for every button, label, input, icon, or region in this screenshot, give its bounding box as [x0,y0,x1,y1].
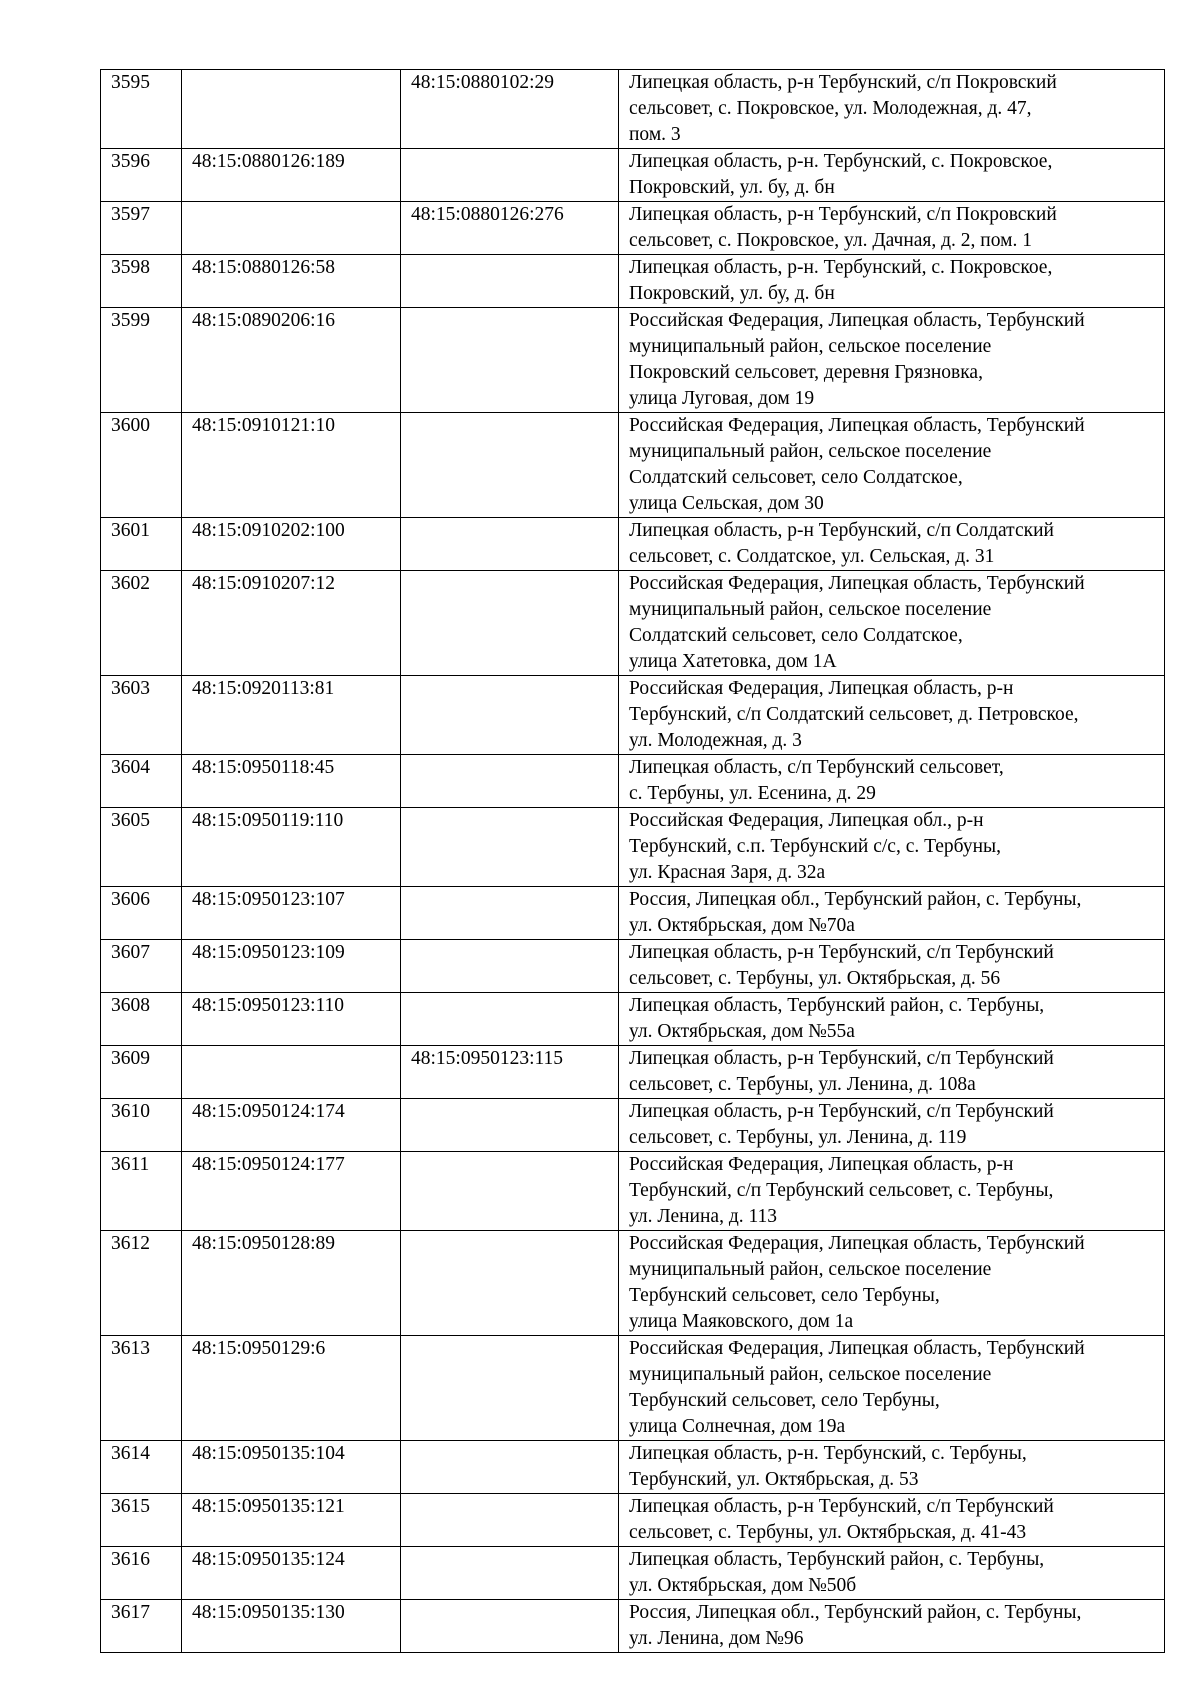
address-cell: Российская Федерация, Липецкая область, Тербунский муниципальный район, сельское поселение Тербунский сельсовет, село Тербуны, улица Маяковского, дом 1а [619,1231,1165,1336]
row-number-cell: 3595 [101,70,182,149]
address-cell: Липецкая область, р-н Тербунский, с/п Покровский сельсовет, с. Покровское, ул. Молодежная, д. 47, пом. 3 [619,70,1165,149]
building-cadastral-number-cell [401,1231,619,1336]
address-cell: Липецкая область, Тербунский район, с. Тербуны, ул. Октябрьская, дом №55а [619,993,1165,1046]
row-number-cell: 3604 [101,755,182,808]
building-cadastral-number-cell [401,1336,619,1441]
cadastral-number-cell: 48:15:0880126:189 [182,149,401,202]
building-cadastral-number-cell [401,1494,619,1547]
building-cadastral-number-cell [401,308,619,413]
cadastral-number-cell: 48:15:0950119:110 [182,808,401,887]
building-cadastral-number-cell [401,518,619,571]
table-row [101,676,1165,755]
row-number-cell: 3602 [101,571,182,676]
table-row [101,1099,1165,1152]
address-cell: Липецкая область, р-н. Тербунский, с. Покровское, Покровский, ул. бу, д. бн [619,149,1165,202]
address-cell: Липецкая область, р-н. Тербунский, с. Тербуны, Тербунский, ул. Октябрьская, д. 53 [619,1441,1165,1494]
table-row [101,808,1165,887]
address-cell: Российская Федерация, Липецкая область, р-н Тербунский, с/п Солдатский сельсовет, д. Петровское, ул. Молодежная, д. 3 [619,676,1165,755]
cadastral-number-cell: 48:15:0920113:81 [182,676,401,755]
table-row [101,202,1165,255]
address-cell: Липецкая область, р-н Тербунский, с/п Тербунский сельсовет, с. Тербуны, ул. Октябрьская, д. 56 [619,940,1165,993]
cadastral-number-cell: 48:15:0950124:174 [182,1099,401,1152]
cadastral-number-cell: 48:15:0950135:124 [182,1547,401,1600]
address-cell: Липецкая область, р-н. Тербунский, с. Покровское, Покровский, ул. бу, д. бн [619,255,1165,308]
address-cell: Липецкая область, с/п Тербунский сельсовет, с. Тербуны, ул. Есенина, д. 29 [619,755,1165,808]
table-row [101,1494,1165,1547]
table-row [101,1600,1165,1653]
table-row [101,1441,1165,1494]
row-number-cell: 3601 [101,518,182,571]
address-cell: Липецкая область, р-н Тербунский, с/п Солдатский сельсовет, с. Солдатское, ул. Сельская, д. 31 [619,518,1165,571]
table-row [101,1336,1165,1441]
building-cadastral-number-cell [401,1152,619,1231]
building-cadastral-number-cell [401,940,619,993]
building-cadastral-number-cell [401,1600,619,1653]
row-number-cell: 3611 [101,1152,182,1231]
row-number-cell: 3607 [101,940,182,993]
table-row [101,571,1165,676]
row-number-cell: 3613 [101,1336,182,1441]
table-row [101,255,1165,308]
building-cadastral-number-cell [401,255,619,308]
table-row [101,518,1165,571]
table-row [101,1152,1165,1231]
cadastral-number-cell: 48:15:0950123:107 [182,887,401,940]
cadastral-number-cell [182,1046,401,1099]
address-cell: Россия, Липецкая обл., Тербунский район, с. Тербуны, ул. Октябрьская, дом №70а [619,887,1165,940]
building-cadastral-number-cell [401,676,619,755]
table-row [101,149,1165,202]
address-cell: Российская Федерация, Липецкая обл., р-н Тербунский, с.п. Тербунский с/с, с. Тербуны, ул. Красная Заря, д. 32а [619,808,1165,887]
table-row [101,308,1165,413]
table-row [101,940,1165,993]
cadastral-number-cell: 48:15:0910121:10 [182,413,401,518]
cadastral-number-cell: 48:15:0950135:130 [182,1600,401,1653]
building-cadastral-number-cell: 48:15:0880102:29 [401,70,619,149]
cadastral-number-cell: 48:15:0950135:104 [182,1441,401,1494]
cadastral-number-cell: 48:15:0950123:110 [182,993,401,1046]
row-number-cell: 3606 [101,887,182,940]
building-cadastral-number-cell: 48:15:0880126:276 [401,202,619,255]
row-number-cell: 3603 [101,676,182,755]
cadastral-number-cell: 48:15:0880126:58 [182,255,401,308]
address-cell: Липецкая область, р-н Тербунский, с/п Тербунский сельсовет, с. Тербуны, ул. Октябрьская, д. 41-43 [619,1494,1165,1547]
row-number-cell: 3596 [101,149,182,202]
address-cell: Российская Федерация, Липецкая область, Тербунский муниципальный район, сельское поселение Тербунский сельсовет, село Тербуны, улица Солнечная, дом 19а [619,1336,1165,1441]
building-cadastral-number-cell [401,808,619,887]
row-number-cell: 3615 [101,1494,182,1547]
cadastral-number-cell: 48:15:0950129:6 [182,1336,401,1441]
address-cell: Липецкая область, р-н Тербунский, с/п Покровский сельсовет, с. Покровское, ул. Дачная, д. 2, пом. 1 [619,202,1165,255]
table-row [101,1231,1165,1336]
address-cell: Российская Федерация, Липецкая область, Тербунский муниципальный район, сельское поселение Покровский сельсовет, деревня Грязновка, улица Луговая, дом 19 [619,308,1165,413]
table-row [101,413,1165,518]
table-row [101,993,1165,1046]
building-cadastral-number-cell [401,149,619,202]
row-number-cell: 3600 [101,413,182,518]
cadastral-number-cell [182,70,401,149]
table-row [101,887,1165,940]
cadastral-number-cell: 48:15:0950123:109 [182,940,401,993]
address-cell: Российская Федерация, Липецкая область, Тербунский муниципальный район, сельское поселение Солдатский сельсовет, село Солдатское, улица Сельская, дом 30 [619,413,1165,518]
table-row [101,1547,1165,1600]
table-row [101,755,1165,808]
row-number-cell: 3617 [101,1600,182,1653]
row-number-cell: 3610 [101,1099,182,1152]
row-number-cell: 3608 [101,993,182,1046]
table-row [101,70,1165,149]
building-cadastral-number-cell [401,571,619,676]
row-number-cell: 3614 [101,1441,182,1494]
building-cadastral-number-cell [401,413,619,518]
row-number-cell: 3599 [101,308,182,413]
row-number-cell: 3598 [101,255,182,308]
registry-table-body [101,70,1165,1653]
address-cell: Липецкая область, р-н Тербунский, с/п Тербунский сельсовет, с. Тербуны, ул. Ленина, д. 119 [619,1099,1165,1152]
row-number-cell: 3609 [101,1046,182,1099]
cadastral-number-cell: 48:15:0910202:100 [182,518,401,571]
building-cadastral-number-cell [401,1547,619,1600]
building-cadastral-number-cell [401,1099,619,1152]
address-cell: Российская Федерация, Липецкая область, Тербунский муниципальный район, сельское поселение Солдатский сельсовет, село Солдатское, улица Хатетовка, дом 1А [619,571,1165,676]
cadastral-number-cell [182,202,401,255]
row-number-cell: 3616 [101,1547,182,1600]
cadastral-number-cell: 48:15:0950124:177 [182,1152,401,1231]
cadastral-number-cell: 48:15:0890206:16 [182,308,401,413]
row-number-cell: 3605 [101,808,182,887]
cadastral-number-cell: 48:15:0950135:121 [182,1494,401,1547]
address-cell: Российская Федерация, Липецкая область, р-н Тербунский, с/п Тербунский сельсовет, с. Тербуны, ул. Ленина, д. 113 [619,1152,1165,1231]
address-cell: Липецкая область, р-н Тербунский, с/п Тербунский сельсовет, с. Тербуны, ул. Ленина, д. 108а [619,1046,1165,1099]
building-cadastral-number-cell [401,755,619,808]
registry-table [100,69,1165,1653]
address-cell: Липецкая область, Тербунский район, с. Тербуны, ул. Октябрьская, дом №50б [619,1547,1165,1600]
building-cadastral-number-cell: 48:15:0950123:115 [401,1046,619,1099]
cadastral-number-cell: 48:15:0950118:45 [182,755,401,808]
cadastral-number-cell: 48:15:0950128:89 [182,1231,401,1336]
cadastral-number-cell: 48:15:0910207:12 [182,571,401,676]
row-number-cell: 3612 [101,1231,182,1336]
row-number-cell: 3597 [101,202,182,255]
building-cadastral-number-cell [401,993,619,1046]
building-cadastral-number-cell [401,887,619,940]
building-cadastral-number-cell [401,1441,619,1494]
table-row [101,1046,1165,1099]
address-cell: Россия, Липецкая обл., Тербунский район, с. Тербуны, ул. Ленина, дом №96 [619,1600,1165,1653]
